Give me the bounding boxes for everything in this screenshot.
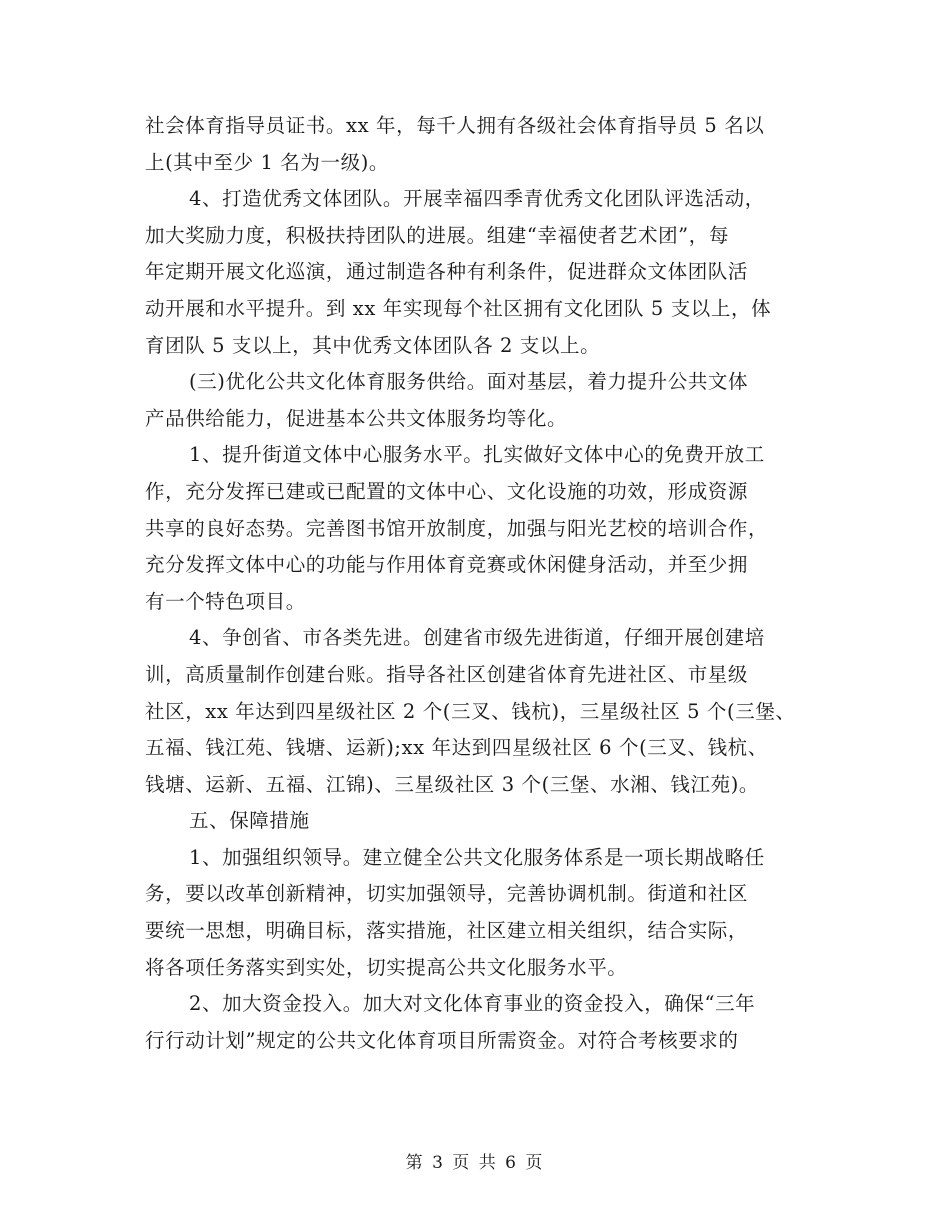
text-line: 充分发挥文体中心的功能与作用体育竞赛或休闲健身活动，并至少拥 <box>145 553 749 577</box>
text-line: 加大奖励力度，积极扶持团队的进展。组建“幸福使者艺术团”，每 <box>145 223 729 247</box>
text-line: 有一个特色项目。 <box>145 589 306 613</box>
text-line: 训，高质量制作创建台账。指导各社区创建省体育先进社区、市星级 <box>145 662 749 686</box>
text-line: 上(其中至少 1 名为一级)。 <box>145 150 390 174</box>
text-line: 社区，xx 年达到四星级社区 2 个(三叉、钱杭)，三星级社区 5 个(三堡、 <box>145 699 796 723</box>
text-line: (三)优化公共文化体育服务供给。面对基层，着力提升公共文体 <box>189 370 749 394</box>
text-line: 作，充分发挥已建或已配置的文体中心、文化设施的功效，形成资源 <box>145 479 749 503</box>
text-line: 年定期开展文化巡演，通过制造各种有利条件，促进群众文体团队活 <box>145 260 749 284</box>
text-line: 钱塘、运新、五福、江锦)、三星级社区 3 个(三堡、水湘、钱江苑)。 <box>145 772 760 796</box>
text-line: 1、提升街道文体中心服务水平。扎实做好文体中心的免费开放工 <box>189 443 765 467</box>
page-footer: 第 3 页 共 6 页 <box>405 1153 545 1173</box>
text-line: 行行动计划”规定的公共文化体育项目所需资金。对符合考核要求的 <box>145 1028 739 1052</box>
text-line: 将各项任务落实到实处，切实提高公共文化服务水平。 <box>145 955 628 979</box>
text-line: 1、加强组织领导。建立健全公共文化服务体系是一项长期战略任 <box>189 845 765 869</box>
text-line: 产品供给能力，促进基本公共文体服务均等化。 <box>145 406 568 430</box>
text-line: 2、加大资金投入。加大对文化体育事业的资金投入，确保“三年 <box>189 992 756 1016</box>
text-line: 共享的良好态势。完善图书馆开放制度，加强与阳光艺校的培训合作， <box>145 516 769 540</box>
text-line: 4、争创省、市各类先进。创建省市级先进街道，仔细开展创建培 <box>189 626 765 650</box>
text-line: 要统一思想，明确目标，落实措施，社区建立相关组织，结合实际， <box>145 919 749 943</box>
text-line: 4、打造优秀文体团队。开展幸福四季青优秀文化团队评选活动， <box>189 187 765 211</box>
text-line: 五福、钱江苑、钱塘、运新);xx 年达到四星级社区 6 个(三叉、钱杭、 <box>145 736 768 760</box>
text-line: 五、保障措施 <box>189 809 310 833</box>
text-line: 动开展和水平提升。到 xx 年实现每个社区拥有文化团队 5 支以上，体 <box>145 296 772 320</box>
text-line: 社会体育指导员证书。xx 年，每千人拥有各级社会体育指导员 5 名以 <box>145 114 765 137</box>
body-text <box>145 108 815 1059</box>
text-line: 务，要以改革创新精神，切实加强领导，完善协调机制。街道和社区 <box>145 882 749 906</box>
text-line: 育团队 5 支以上，其中优秀文体团队各 2 支以上。 <box>145 333 601 357</box>
